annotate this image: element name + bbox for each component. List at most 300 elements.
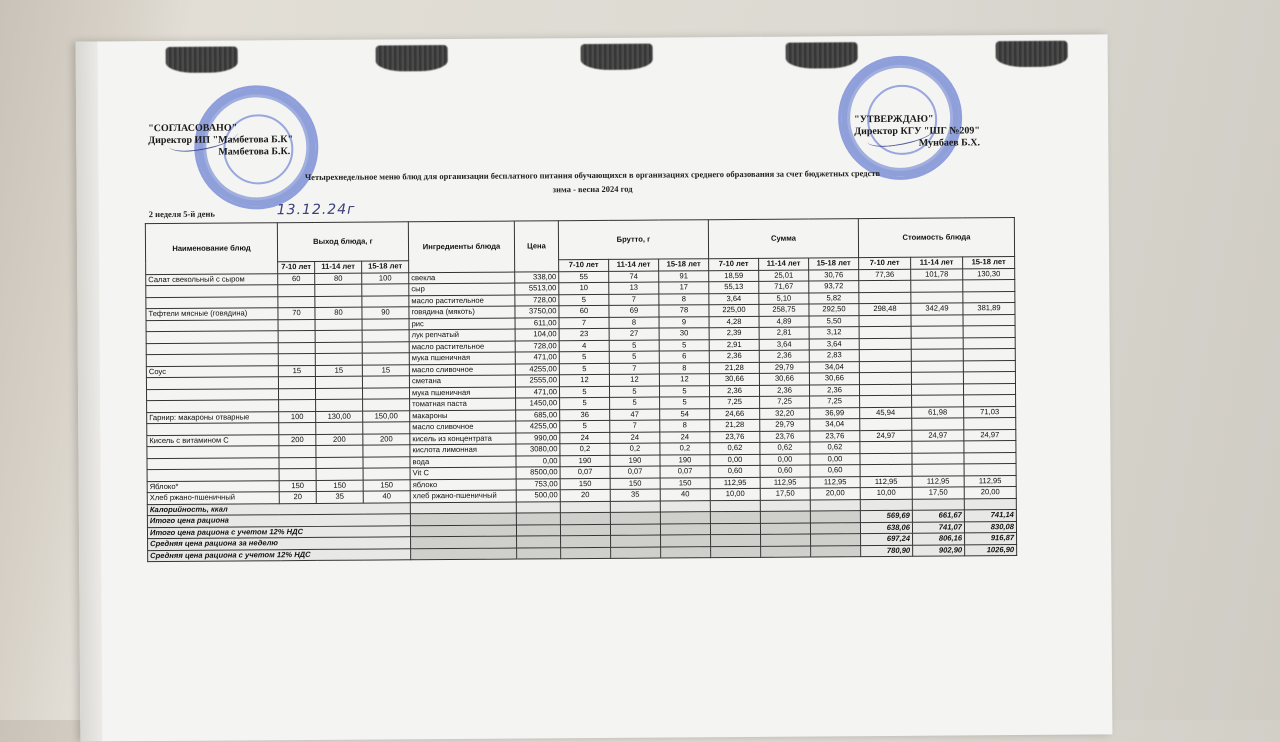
output-cell <box>316 445 363 457</box>
price-cell: 5513,00 <box>515 283 559 295</box>
output-cell: 200 <box>363 433 410 445</box>
cost-cell: 24,97 <box>860 430 912 442</box>
output-cell: 15 <box>315 365 362 377</box>
cost-cell <box>860 441 912 453</box>
output-cell <box>316 399 363 411</box>
gross-cell: 5 <box>560 420 610 432</box>
cost-cell <box>963 337 1015 349</box>
summary-empty-cell <box>760 522 810 534</box>
gross-cell: 24 <box>610 432 660 444</box>
dish-name-cell: Гарнир: макароны отварные <box>147 411 279 423</box>
ingredient-cell: яблоко <box>410 479 516 491</box>
output-cell <box>315 388 362 400</box>
dish-name-cell <box>146 388 278 400</box>
gross-cell: 17 <box>659 282 709 294</box>
cost-cell: 112,95 <box>964 475 1016 487</box>
output-cell <box>362 376 409 388</box>
summary-empty-cell <box>810 499 860 511</box>
sum-cell: 0,60 <box>760 465 810 477</box>
summary-empty-cell <box>611 535 661 547</box>
sum-cell: 2,83 <box>809 350 859 362</box>
sum-cell: 7,25 <box>760 396 810 408</box>
cost-cell <box>859 326 911 338</box>
price-cell: 3080,00 <box>516 444 560 456</box>
gross-cell: 91 <box>659 270 709 282</box>
agreed-label: "СОГЛАСОВАНО" <box>148 122 238 135</box>
gross-cell: 5 <box>659 385 709 397</box>
gross-cell: 8 <box>660 420 710 432</box>
gross-cell: 55 <box>559 271 609 283</box>
cost-cell <box>859 361 911 373</box>
cost-cell: 61,98 <box>912 406 964 418</box>
gross-cell: 47 <box>610 409 660 421</box>
summary-empty-cell <box>661 546 711 558</box>
summary-label: Итого цена рациона с учетом 12% НДС <box>147 525 410 538</box>
output-cell <box>279 422 316 434</box>
summary-value-cell: 741,07 <box>912 521 964 533</box>
header-ingredients: Ингредиенты блюда <box>408 221 514 272</box>
cost-cell <box>911 280 963 292</box>
cost-cell: 20,00 <box>964 487 1016 499</box>
summary-value-cell: 1026,90 <box>965 544 1017 556</box>
cost-cell <box>963 326 1015 338</box>
gross-cell: 78 <box>659 305 709 317</box>
summary-empty-cell <box>710 523 760 535</box>
gross-cell: 12 <box>609 374 659 386</box>
output-cell <box>279 445 316 457</box>
sum-cell: 21,28 <box>709 362 759 374</box>
sum-cell: 55,13 <box>709 281 759 293</box>
gross-cell: 8 <box>609 317 659 329</box>
summary-empty-cell <box>710 500 760 512</box>
gross-cell: 5 <box>659 339 709 351</box>
cost-cell <box>912 464 964 476</box>
cost-cell: 381,89 <box>963 303 1015 315</box>
price-cell: 753,00 <box>516 478 560 490</box>
gross-cell: 5 <box>559 363 609 375</box>
summary-label: Калорийность, ккал <box>147 502 410 515</box>
gross-cell: 24 <box>560 432 610 444</box>
cost-cell <box>911 326 963 338</box>
output-cell: 60 <box>278 273 315 285</box>
gross-cell: 5 <box>609 340 659 352</box>
header-sum: Сумма <box>708 219 858 259</box>
header-cost: Стоимость блюда <box>858 218 1014 258</box>
summary-value-cell: 661,67 <box>912 510 964 522</box>
gross-cell: 13 <box>609 282 659 294</box>
cost-cell <box>859 349 911 361</box>
age-header: 11-14 лет <box>759 258 809 270</box>
ingredient-cell: сметана <box>409 375 515 387</box>
age-header: 11-14 лет <box>609 259 659 271</box>
dish-name-cell: Яблоко* <box>147 480 279 492</box>
summary-empty-cell <box>610 501 660 513</box>
summary-empty-cell <box>411 536 517 548</box>
summary-empty-cell <box>410 525 516 537</box>
summary-value-cell <box>912 498 964 510</box>
gross-cell: 150 <box>660 477 710 489</box>
gross-cell: 5 <box>559 294 609 306</box>
sum-cell: 3,64 <box>759 338 809 350</box>
approve-name: Мунбаев Б.Х. <box>918 137 981 149</box>
gross-cell: 7 <box>609 363 659 375</box>
header-output: Выход блюда, г <box>277 222 408 262</box>
output-cell <box>279 399 316 411</box>
price-cell: 471,00 <box>515 352 559 364</box>
output-cell: 80 <box>315 273 362 285</box>
gross-cell: 190 <box>660 454 710 466</box>
output-cell: 70 <box>278 307 315 319</box>
menu-table-body <box>146 268 1017 504</box>
dish-name-cell <box>146 377 278 389</box>
summary-empty-cell <box>517 536 561 548</box>
sum-cell: 225,00 <box>709 304 759 316</box>
price-cell: 500,00 <box>516 490 560 502</box>
cost-cell: 24,97 <box>912 429 964 441</box>
ingredient-cell: масло сливочное <box>409 364 515 376</box>
summary-value-cell: 569,69 <box>860 510 912 522</box>
output-cell: 150 <box>316 480 363 492</box>
summary-empty-cell <box>610 524 660 536</box>
sum-cell: 30,66 <box>709 373 759 385</box>
document-subtitle: зима - весна 2024 год <box>552 183 633 195</box>
cost-cell <box>911 291 963 303</box>
sum-cell: 5,10 <box>759 292 809 304</box>
output-cell <box>278 353 315 365</box>
cost-cell <box>963 372 1015 384</box>
output-cell <box>363 399 410 411</box>
cost-cell <box>963 291 1015 303</box>
summary-empty-cell <box>516 501 560 513</box>
age-header: 15-18 лет <box>659 259 709 271</box>
header-gross: Брутто, г <box>558 220 708 260</box>
cost-cell <box>963 349 1015 361</box>
ingredient-cell: масло растительное <box>409 341 515 353</box>
sum-cell: 0,00 <box>760 453 810 465</box>
output-cell <box>278 319 315 331</box>
output-cell <box>362 284 409 296</box>
age-header: 7-10 лет <box>278 261 315 273</box>
sum-cell: 0,62 <box>760 442 810 454</box>
gross-cell: 150 <box>610 478 660 490</box>
cost-cell <box>859 372 911 384</box>
price-cell: 4255,00 <box>515 363 559 375</box>
sum-cell: 17,50 <box>760 488 810 500</box>
summary-value-cell: 902,90 <box>913 544 965 556</box>
cost-cell <box>859 292 911 304</box>
cost-cell <box>911 372 963 384</box>
sum-cell: 2,39 <box>709 327 759 339</box>
price-cell: 8500,00 <box>516 467 560 479</box>
output-cell: 150,00 <box>363 410 410 422</box>
price-cell: 338,00 <box>515 271 559 283</box>
summary-label: Средняя цена рациона с учетом 12% НДС <box>148 548 411 561</box>
ingredient-cell: говядина (мякоть) <box>409 306 515 318</box>
gross-cell: 30 <box>659 328 709 340</box>
summary-empty-cell <box>517 547 561 559</box>
age-header: 15-18 лет <box>362 261 409 273</box>
dish-name-cell <box>146 285 278 297</box>
gross-cell: 74 <box>609 271 659 283</box>
summary-empty-cell <box>516 524 560 536</box>
sum-cell: 0,62 <box>810 442 860 454</box>
cost-cell: 298,48 <box>859 303 911 315</box>
ingredient-cell: хлеб ржано-пшеничный <box>410 490 516 502</box>
cost-cell: 45,94 <box>860 407 912 419</box>
ingredient-cell: макароны <box>410 410 516 422</box>
age-header: 7-10 лет <box>709 258 759 270</box>
output-cell <box>362 295 409 307</box>
binder-mark <box>581 44 653 71</box>
cost-cell <box>860 395 912 407</box>
summary-value-cell <box>964 498 1016 510</box>
gross-cell: 5 <box>660 397 710 409</box>
sum-cell: 34,04 <box>809 361 859 373</box>
cost-cell <box>964 464 1016 476</box>
output-cell: 150 <box>363 479 410 491</box>
cost-cell <box>912 395 964 407</box>
gross-cell: 7 <box>559 317 609 329</box>
output-cell <box>278 376 315 388</box>
output-cell <box>279 468 316 480</box>
summary-empty-cell <box>411 548 517 560</box>
ingredient-cell: Vit C <box>410 467 516 479</box>
ingredient-cell: рис <box>409 318 515 330</box>
dish-name-cell <box>146 296 278 308</box>
sum-cell: 2,81 <box>759 327 809 339</box>
agreed-position: Директор ИП "Мамбетова Б.К" <box>148 134 294 147</box>
dish-name-cell <box>146 342 278 354</box>
summary-value-cell: 806,16 <box>913 533 965 545</box>
gross-cell: 4 <box>559 340 609 352</box>
cost-cell <box>860 418 912 430</box>
summary-empty-cell <box>516 513 560 525</box>
sum-cell: 4,28 <box>709 316 759 328</box>
output-cell: 15 <box>362 364 409 376</box>
price-cell: 3750,00 <box>515 306 559 318</box>
approve-position: Директор КГУ "ШГ №209" <box>854 125 980 138</box>
ingredient-cell: сыр <box>409 283 515 295</box>
gross-cell: 7 <box>609 294 659 306</box>
price-cell: 611,00 <box>515 317 559 329</box>
summary-empty-cell <box>710 511 760 523</box>
gross-cell: 35 <box>610 489 660 501</box>
sum-cell: 23,76 <box>810 430 860 442</box>
summary-value-cell: 697,24 <box>861 533 913 545</box>
output-cell <box>316 468 363 480</box>
gross-cell: 23 <box>559 328 609 340</box>
price-cell: 471,00 <box>515 386 559 398</box>
cost-cell <box>963 383 1015 395</box>
output-cell <box>278 342 315 354</box>
output-cell: 130,00 <box>316 411 363 423</box>
sum-cell: 112,95 <box>810 476 860 488</box>
cost-cell: 77,36 <box>859 269 911 281</box>
sum-cell: 23,76 <box>760 430 810 442</box>
summary-empty-cell <box>560 524 610 536</box>
age-header: 7-10 лет <box>559 259 609 271</box>
gross-cell: 8 <box>659 293 709 305</box>
summary-empty-cell <box>561 535 611 547</box>
output-cell <box>362 330 409 342</box>
gross-cell: 190 <box>610 455 660 467</box>
sum-cell: 112,95 <box>760 476 810 488</box>
sum-cell: 2,36 <box>759 350 809 362</box>
summary-value-cell: 830,08 <box>964 521 1016 533</box>
summary-empty-cell <box>660 523 710 535</box>
summary-empty-cell <box>760 511 810 523</box>
gross-cell: 190 <box>560 455 610 467</box>
sum-cell: 71,67 <box>759 281 809 293</box>
sum-cell: 10,00 <box>710 488 760 500</box>
summary-empty-cell <box>410 502 516 514</box>
dish-name-cell: Соус <box>146 365 278 377</box>
output-cell <box>363 468 410 480</box>
cost-cell <box>963 314 1015 326</box>
cost-cell <box>964 395 1016 407</box>
output-cell <box>279 457 316 469</box>
cost-cell <box>859 315 911 327</box>
gross-cell: 10 <box>559 282 609 294</box>
ingredient-cell: масло сливочное <box>410 421 516 433</box>
cost-cell <box>912 452 964 464</box>
cost-cell: 10,00 <box>860 487 912 499</box>
cost-cell <box>911 314 963 326</box>
sum-cell: 2,91 <box>709 339 759 351</box>
cost-cell <box>964 452 1016 464</box>
dish-name-cell <box>146 354 278 366</box>
ingredient-cell: вода <box>410 456 516 468</box>
summary-empty-cell <box>761 545 811 557</box>
output-cell: 200 <box>316 434 363 446</box>
gross-cell: 5 <box>560 397 610 409</box>
output-cell <box>315 284 362 296</box>
dish-name-cell <box>147 400 279 412</box>
cost-cell <box>911 360 963 372</box>
sum-cell: 2,36 <box>709 350 759 362</box>
sum-cell: 29,79 <box>759 361 809 373</box>
sum-cell: 21,28 <box>710 419 760 431</box>
sum-cell: 0,60 <box>810 465 860 477</box>
price-cell: 0,00 <box>516 455 560 467</box>
output-cell: 80 <box>315 307 362 319</box>
binder-mark <box>786 42 858 69</box>
gross-cell: 0,07 <box>610 466 660 478</box>
page-edge <box>76 41 103 741</box>
output-cell: 90 <box>362 307 409 319</box>
cost-cell <box>859 384 911 396</box>
summary-empty-cell <box>561 547 611 559</box>
output-cell <box>362 353 409 365</box>
document-page <box>76 34 1113 741</box>
gross-cell: 0,2 <box>560 443 610 455</box>
sum-cell: 32,20 <box>760 407 810 419</box>
cost-cell <box>963 360 1015 372</box>
output-cell: 200 <box>279 434 316 446</box>
output-cell: 20 <box>279 491 316 503</box>
summary-empty-cell <box>660 512 710 524</box>
price-cell: 990,00 <box>516 432 560 444</box>
document-title: Четырехнедельное меню блюд для организации бесплатного питания обучающихся в организациях среднего образования за счет бюджетных средств <box>304 167 881 183</box>
summary-empty-cell <box>661 535 711 547</box>
sum-cell: 23,76 <box>710 431 760 443</box>
cost-cell <box>911 349 963 361</box>
summary-empty-cell <box>660 500 710 512</box>
sum-cell: 24,66 <box>710 408 760 420</box>
summary-empty-cell <box>410 513 516 525</box>
approve-label: "УТВЕРЖДАЮ" <box>854 113 934 126</box>
gross-cell: 150 <box>560 478 610 490</box>
cost-cell <box>911 337 963 349</box>
sum-cell: 0,60 <box>710 465 760 477</box>
dish-name-cell <box>147 469 279 481</box>
gross-cell: 5 <box>610 397 660 409</box>
sum-cell: 7,25 <box>810 396 860 408</box>
gross-cell: 54 <box>660 408 710 420</box>
sum-cell: 25,01 <box>759 269 809 281</box>
sum-cell: 3,12 <box>809 327 859 339</box>
summary-empty-cell <box>560 501 610 513</box>
cost-cell: 71,03 <box>964 406 1016 418</box>
ingredient-cell: мука пшеничная <box>409 387 515 399</box>
cost-cell <box>964 441 1016 453</box>
output-cell <box>278 284 315 296</box>
output-cell <box>315 319 362 331</box>
output-cell: 15 <box>278 365 315 377</box>
summary-empty-cell <box>611 547 661 559</box>
summary-empty-cell <box>810 522 860 534</box>
cost-cell: 24,97 <box>964 429 1016 441</box>
dish-name-cell <box>147 446 279 458</box>
summary-label: Итого цена рациона <box>147 514 410 527</box>
cost-cell <box>912 418 964 430</box>
binder-mark <box>996 41 1068 68</box>
gross-cell: 5 <box>559 386 609 398</box>
output-cell <box>362 318 409 330</box>
output-cell: 100 <box>362 272 409 284</box>
price-cell: 685,00 <box>516 409 560 421</box>
dish-name-cell <box>147 457 279 469</box>
cost-cell: 342,49 <box>911 303 963 315</box>
price-cell: 728,00 <box>515 294 559 306</box>
age-header: 7-10 лет <box>859 257 911 269</box>
cost-cell: 130,30 <box>963 268 1015 280</box>
summary-table-body <box>147 498 1016 562</box>
menu-table <box>145 217 1017 562</box>
price-cell: 728,00 <box>515 340 559 352</box>
summary-empty-cell <box>811 545 861 557</box>
summary-value-cell <box>860 499 912 511</box>
sum-cell: 29,79 <box>760 419 810 431</box>
summary-empty-cell <box>560 512 610 524</box>
output-cell <box>363 445 410 457</box>
ingredient-cell: мука пшеничная <box>409 352 515 364</box>
sum-cell: 36,99 <box>810 407 860 419</box>
cost-cell <box>859 280 911 292</box>
sum-cell: 112,95 <box>710 477 760 489</box>
sum-cell: 5,50 <box>809 315 859 327</box>
cost-cell <box>964 418 1016 430</box>
sum-cell: 4,89 <box>759 315 809 327</box>
price-cell: 1450,00 <box>516 398 560 410</box>
gross-cell: 8 <box>659 362 709 374</box>
sum-cell: 7,25 <box>710 396 760 408</box>
gross-cell: 6 <box>659 351 709 363</box>
cost-cell: 101,78 <box>911 268 963 280</box>
sum-cell: 3,64 <box>709 293 759 305</box>
output-cell <box>316 422 363 434</box>
cost-cell: 112,95 <box>860 476 912 488</box>
